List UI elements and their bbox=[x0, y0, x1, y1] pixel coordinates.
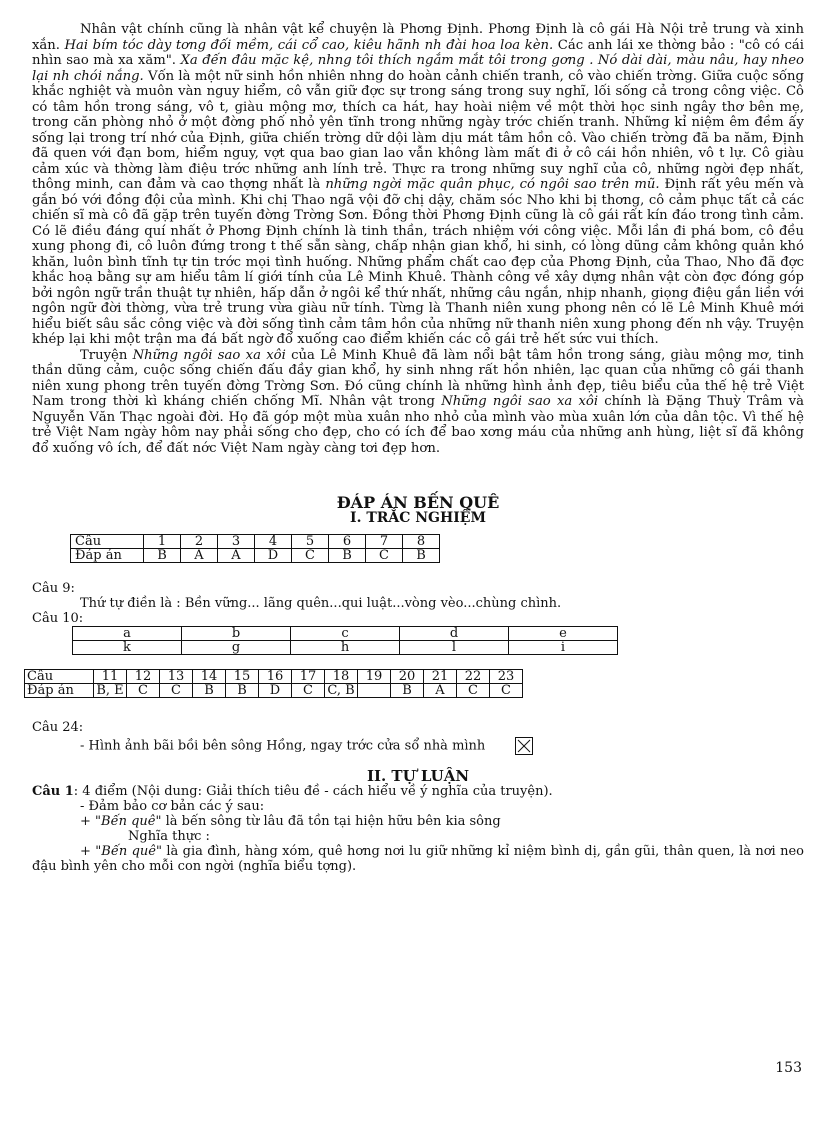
c1-line-3: Nghĩa thực : bbox=[128, 829, 210, 844]
table-cell: Đáp án bbox=[25, 684, 94, 698]
essay-body bbox=[32, 22, 804, 456]
table-cell: c bbox=[291, 627, 400, 641]
italic-quote: những ngời mặc quân phục, có ngôi sao trên mũ. bbox=[325, 177, 660, 192]
text-run: chính là Đặng Thuỳ Trâm và Nguyễn Văn Thạc ngoài đời. Họ đã góp một mùa xuân nho nhỏ của mình vào mùa xuân lớn của dân tộc. Vì thế hệ trẻ Việt Nam ngày hôm nay phải sống cho đẹp, cho có ích để bao xơng máu của những anh hùng, liệt sĩ đã không đổ xuống vô ích, để đất nớc Việt Nam ngày càng tơi đẹp hơn. bbox=[32, 394, 804, 456]
answer-table-2 bbox=[72, 626, 618, 655]
table-cell: e bbox=[509, 627, 618, 641]
c1-line bbox=[32, 784, 804, 799]
table-cell: 7 bbox=[366, 535, 403, 549]
table-cell: D bbox=[259, 684, 292, 698]
checked-box-icon bbox=[515, 737, 533, 755]
table-row bbox=[25, 684, 523, 698]
c1-text: : 4 điểm (Nội dung: Giải thích tiêu đề - cách hiểu về ý nghĩa của truyện). bbox=[73, 784, 553, 799]
q24-label: Câu 24: bbox=[32, 720, 84, 735]
table-row bbox=[25, 670, 523, 684]
q10-label: Câu 10: bbox=[32, 611, 84, 626]
answer-table-1 bbox=[70, 534, 440, 563]
table-cell: B bbox=[226, 684, 259, 698]
table-cell: k bbox=[73, 641, 182, 655]
table-cell: 5 bbox=[292, 535, 329, 549]
answer-key-title: ĐÁP ÁN BẾN QUÊ bbox=[336, 493, 500, 512]
table-cell bbox=[358, 684, 391, 698]
table-cell: 6 bbox=[329, 535, 366, 549]
essay-paragraph-1 bbox=[32, 22, 804, 348]
italic-term: Bến quê bbox=[101, 844, 156, 859]
table-cell: a bbox=[73, 627, 182, 641]
table-cell: C bbox=[366, 549, 403, 563]
q24-line bbox=[32, 737, 804, 755]
table-cell: 21 bbox=[424, 670, 457, 684]
text-run: của Lê Minh Khuê đã làm nổi bật tâm hồn trong sáng, giàu mộng mơ, tinh thần dũng cảm, cuộc sống chiến đấu đầy gian khổ, hy sinh nhng rất hồn nhiên, lạc quan của những cô gái thanh niên xung phong trên tuyến đờng Trờng Sơn. Đó cũng chính là những hình ảnh đẹp, tiêu biểu của thế hệ trẻ Việt Nam trong thời kì kháng chiến chống Mĩ. Nhân vật trong bbox=[32, 347, 804, 409]
table-cell: i bbox=[509, 641, 618, 655]
q9-text: Thứ tự điền là : Bền vững... lãng quên...qui luật...vòng vèo...chùng chình. bbox=[80, 596, 562, 611]
table-cell: l bbox=[400, 641, 509, 655]
table-cell: B bbox=[193, 684, 226, 698]
text-run: + " bbox=[80, 844, 102, 859]
table-cell: C bbox=[160, 684, 193, 698]
c1-line-4 bbox=[32, 844, 804, 874]
table-row bbox=[73, 641, 618, 655]
table-cell: 8 bbox=[403, 535, 440, 549]
table-cell: Câu bbox=[71, 535, 144, 549]
text-run: Định rất yêu mến và gắn bó với đồng đội của mình. Khi chị Thao ngã vội đỡ chị dậy, chăm sóc Nho khi bị thơng, cô cảm phục tất cả các chiến sĩ mà cô đã gặp trên tuyến đờng Trờng Sơn. Đồng thời Phơng Định cũng là cô gái rất kín đáo trong tình cảm. Có lẽ điều đáng quí nhất ở Phơng Định chính là tinh thần, trách nhiệm với công việc. Mỗi lần đi phá bom, cô đều xung phong đi, cô luôn đứng trong t thế sẵn sàng, chấp nhận gian khổ, hi sinh, có lòng dũng cảm không quản khó khăn, luôn bình tĩnh tự tin trớc mọi tình huống. Những phẩm chất cao đẹp của Phơng Định, của Thao, Nho đã đợc khắc hoạ bằng sự am hiểu tâm lí giới tính của Lê Minh Khuê. Thành công về xây dựng nhân vật còn đợc đóng góp bởi ngôn ngữ trần thuật tự nhiên, hấp dẫn ở ngôi kể thứ nhất, những câu ngắn, nhịp nhanh, giọng điệu gắn liền với ngôn ngữ đời thờng, vừa trẻ trung vừa giàu nữ tính. Từng là Thanh niên xung phong nên có lẽ Lê Minh Khuê mới hiểu biết sâu sắc công việc và đời sống tình cảm tâm hồn của những nữ thanh niên xung phong đến nh vậy. Truyện khép lại khi một trận ma đá bất ngờ đổ xuống cao điểm khiến các cô gái trẻ hết sức vui thích. bbox=[32, 177, 804, 347]
table-cell: 13 bbox=[160, 670, 193, 684]
table-row bbox=[71, 535, 440, 549]
table-cell: C bbox=[292, 549, 329, 563]
table-cell: B bbox=[144, 549, 181, 563]
italic-quote: Hai bím tóc dày tơng đối mềm, cái cổ cao, kiêu hãnh nh đài hoa loa kèn. bbox=[64, 37, 554, 53]
table-cell: 20 bbox=[391, 670, 424, 684]
q9-label: Câu 9: bbox=[32, 581, 75, 596]
table-cell: C bbox=[292, 684, 325, 698]
table-cell: A bbox=[218, 549, 255, 563]
text-run: Vốn là một nữ sinh hồn nhiên nhng do hoàn cảnh chiến tranh, cô vào chiến trờng. Giữa cuộc sống khắc nghiệt và muôn vàn nguy hiểm, cô vẫn giữ đợc sự trong sáng trong suy nghĩ, lối sống cả trong công việc. Cô có tâm hồn trong sáng, vô t, giàu mộng mơ, thích ca hát, hay hoài niệm về một thời học sinh ngây thơ bên mẹ, trong căn phòng nhỏ ở một đờng phố nhỏ yên tĩnh trong những ngày trớc chiến tranh. Những kỉ niệm êm đềm ấy sống lại trong trí nhớ của Định, giữa chiến trờng dữ dội làm dịu mát tâm hồn cô. Vào chiến trờng đã ba năm, Định đã quen với đạn bom, hiểm nguy, vợt qua bao gian lao vẫn không làm mất đi ở cô cái hồn nhiên, vô t lự. Cô giàu cảm xúc và thờng làm điệu trớc những anh lính trẻ. Thực ra trong những suy nghĩ của cô, những ngời đẹp nhất, thông minh, can đảm và cao thợng nhất là bbox=[32, 68, 804, 192]
table-cell: 1 bbox=[144, 535, 181, 549]
table-cell: B, E bbox=[94, 684, 127, 698]
table-cell: 2 bbox=[181, 535, 218, 549]
answer-table-3 bbox=[24, 669, 523, 698]
table-cell: 15 bbox=[226, 670, 259, 684]
table-cell: C bbox=[457, 684, 490, 698]
italic-term: Bến quê bbox=[101, 814, 156, 829]
text-run: " là bến sông từ lâu đã tồn tại hiện hữu bên kia sông bbox=[155, 814, 501, 829]
part1-title: I. TRẮC NGHIỆM bbox=[350, 510, 486, 526]
table-cell: C, B bbox=[325, 684, 358, 698]
table-cell: b bbox=[182, 627, 291, 641]
table-cell: A bbox=[181, 549, 218, 563]
table-row bbox=[73, 627, 618, 641]
table-cell: h bbox=[291, 641, 400, 655]
table-cell: 4 bbox=[255, 535, 292, 549]
page-content bbox=[27, 22, 804, 874]
italic-title: Những ngôi sao xa xôi bbox=[132, 347, 286, 363]
table-row bbox=[71, 549, 440, 563]
table-cell: Đáp án bbox=[71, 549, 144, 563]
c1-line-1: - Đảm bảo cơ bản các ý sau: bbox=[80, 799, 265, 814]
table-cell: B bbox=[329, 549, 366, 563]
essay-paragraph-2 bbox=[32, 348, 804, 457]
table-cell: A bbox=[424, 684, 457, 698]
table-cell: B bbox=[403, 549, 440, 563]
table-cell: 3 bbox=[218, 535, 255, 549]
page-number: 153 bbox=[775, 1060, 802, 1076]
q24-text: - Hình ảnh bãi bồi bên sông Hồng, ngay trớc cửa sổ nhà mình bbox=[80, 738, 486, 754]
text-run: Nhân vật chính cũng là nhân vật kể chuyện là Phơng Định. Phơng Định là cô gái Hà Nội trẻ trung và xinh xắn. bbox=[32, 22, 804, 53]
italic-title: Những ngôi sao xa xôi bbox=[441, 394, 599, 409]
table-cell: Câu bbox=[25, 670, 94, 684]
part2-title: II. TỰ LUẬN bbox=[366, 767, 470, 785]
table-cell: 19 bbox=[358, 670, 391, 684]
c1-line-2 bbox=[32, 814, 804, 829]
text-run: Truyện bbox=[80, 347, 133, 363]
table-cell: C bbox=[490, 684, 523, 698]
table-cell: 17 bbox=[292, 670, 325, 684]
text-run: Các anh lái xe thờng bảo : "cô có cái nhìn sao mà xa xăm". bbox=[32, 37, 804, 68]
c1-label: Câu 1 bbox=[32, 784, 74, 799]
table-cell: 18 bbox=[325, 670, 358, 684]
table-cell: 12 bbox=[127, 670, 160, 684]
table-cell: 23 bbox=[490, 670, 523, 684]
text-run: + " bbox=[80, 814, 102, 829]
table-cell: C bbox=[127, 684, 160, 698]
text-run: " là gia đình, hàng xóm, quê hơng nơi lu giữ những kỉ niệm bình dị, gần gũi, thân quen, là nơi neo đậu bình yên cho mỗi con ngời (nghĩa biểu tợng). bbox=[32, 844, 804, 874]
table-cell: d bbox=[400, 627, 509, 641]
table-cell: g bbox=[182, 641, 291, 655]
table-cell: 16 bbox=[259, 670, 292, 684]
table-cell: 11 bbox=[94, 670, 127, 684]
table-cell: D bbox=[255, 549, 292, 563]
table-cell: 22 bbox=[457, 670, 490, 684]
italic-quote: Xa đến đâu mặc kệ, nhng tôi thích ngắm mắt tôi trong gơng . Nó dài dài, màu nâu, hay nheo lại nh chói nắng. bbox=[32, 53, 804, 84]
table-cell: B bbox=[391, 684, 424, 698]
table-cell: 14 bbox=[193, 670, 226, 684]
